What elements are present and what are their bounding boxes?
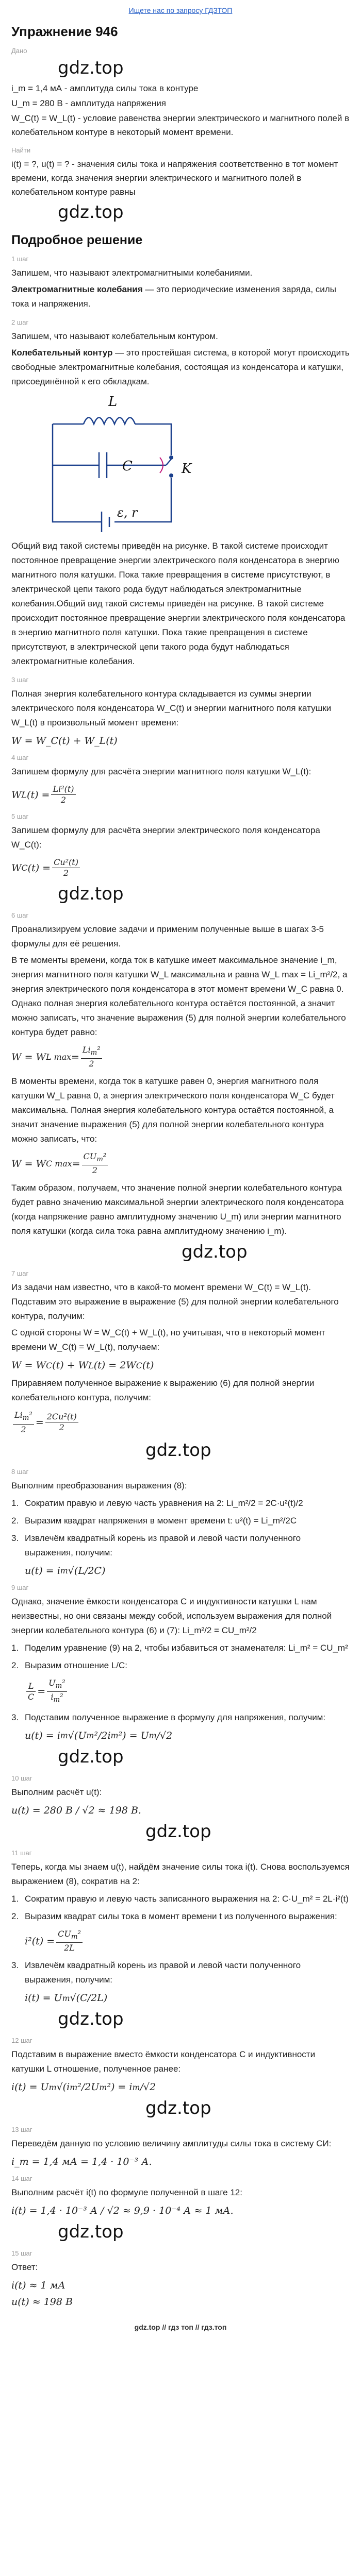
step5-text: Запишем формулу для расчёта энергии электрического поля конденсатора W_C(t): (11, 825, 320, 850)
watermark: gdz.top (58, 884, 124, 904)
switch-icon (166, 459, 171, 465)
switch-contact (169, 455, 173, 460)
list-item: 1. Сократим правую и левую часть уравнения на 2: Li_m²/2 = 2C·u²(t)/2 (11, 1498, 303, 1508)
label-dano: Дано (11, 47, 27, 55)
solution-title: Подробное решение (11, 233, 143, 247)
step7-c: Приравняем полученное выражение к выражению (6) для полной энергии колебательного контура, получим: (11, 1378, 315, 1403)
find-text: i(t) = ?, u(t) = ? - значения силы тока и напряжения соответственно в тот момент времени, когда значения энергии электрического и магнитного полей в колебательном контуре равны (11, 159, 338, 197)
step4-text: Запишем формулу для расчёта энергии магнитного поля катушки W_L(t): (11, 767, 311, 776)
label-step13: 13 шаг (11, 2126, 32, 2134)
step11-text: Теперь, когда мы знаем u(t), найдём значение силы тока i(t). Снова воспользуемся выражением (8), сократив на 2: (11, 1861, 350, 1886)
step2-def: — это простейшая система, в которой могут происходить свободные электромагнитные колебания, состоящая из конденсатора и катушки, присоединённой к его обкладкам. (11, 348, 350, 386)
label-step2: 2 шаг (11, 318, 29, 326)
step6-eq-b: W = W C max = $\frac{CU_m^2}{2}$ (11, 1151, 350, 1176)
circuit-diagram (42, 393, 350, 535)
label-step8: 8 шаг (11, 1467, 29, 1476)
answer-current: i(t) ≈ 1 мА (11, 2280, 65, 2292)
step1-definition (11, 282, 350, 311)
content (0, 24, 361, 2331)
step3-equation: W = W_C(t) + W_L(t) (11, 735, 118, 747)
label-L: L (108, 394, 118, 410)
watermark: gdz.top (58, 202, 124, 223)
watermark: gdz.top (145, 2098, 211, 2119)
watermark: gdz.top (182, 1242, 248, 1263)
label-step4: 4 шаг (11, 754, 29, 761)
given-im: i_m = 1,4 мА - амплитуда силы тока в контуре (11, 83, 199, 93)
step7-eq2: $\frac{Li_m^2}{2}$ = $\frac{\text{2Cu²(t)}}{2}$ (11, 1410, 350, 1434)
label-step1: 1 шаг (11, 255, 29, 263)
step2-text: Запишем, что называют колебательным контуром. (11, 331, 218, 341)
step9-eq1: $\frac{L}{C}$ = $\frac{U_m^2}{i_m^2}$ (11, 1678, 350, 1705)
step1-text: Запишем, что называют электромагнитными колебаниями. (11, 268, 253, 278)
list-item: 1. Поделим уравнение (9) на 2, чтобы избавиться от знаменателя: Li_m² = CU_m² (11, 1642, 348, 1653)
step2-definition (11, 346, 350, 389)
footer (11, 2323, 350, 2331)
wire (135, 424, 171, 455)
step7-text: Из задачи нам известно, что в какой-то момент времени W_C(t) = W_L(t). Подставим это выражение в выражение (5) для полной энергии колебательного контура, получим: (11, 1282, 339, 1321)
watermark: gdz.top (145, 1439, 211, 1461)
step6-text: Проанализируем условие задачи и применим полученные выше в шагах 3-5 формулы для её решения. (11, 924, 324, 948)
top-banner (0, 0, 361, 21)
wire (53, 424, 102, 522)
step13-eq: i_m = 1,4 мА = 1,4 · 10⁻³ А. (11, 2156, 152, 2168)
capacitor-icon (99, 452, 107, 478)
watermark: gdz.top (58, 2009, 124, 2030)
list-item: 2. Выразим квадрат силы тока в момент времени t из полученного выражения: (11, 1911, 337, 1921)
top-search-link[interactable]: Ищете нас по запросу ГДЗТОП (128, 6, 233, 14)
step2-paragraph: Общий вид такой системы приведён на рисунке. В такой системе происходит постоянное превращение энергии электрического поля конденсатора в энергию магнитного поля катушки. Пока такие превращения в системе присутствуют, в электрической цепи такого рода будут наблюдаться электромагнитные колебания.Общий вид такой системы приведён на рисунке. В такой системе происходит постоянное превращение энергии электрического поля конденсатора в энергию магнитного поля катушки. Пока такие превращения в системе присутствуют, в электрической цепи такого рода будут наблюдаться электромагнитные колебания. (11, 541, 346, 666)
watermark: gdz.top (145, 1821, 211, 1842)
label-step10: 10 шаг (11, 1774, 32, 1782)
step12-text: Подставим в выражение вместо ёмкости конденсатора C и индуктивности катушки L отношение, полученное ранее: (11, 2049, 316, 2074)
coil-icon (84, 418, 135, 425)
label-C: C (122, 459, 133, 474)
label-step3: 3 шаг (11, 676, 29, 684)
list-item: 2. Выразим квадрат напряжения в момент времени t: u²(t) = Li_m²/2C (11, 1515, 297, 1526)
label-step5: 5 шаг (11, 812, 29, 820)
list-item: 1. Сократим правую и левую часть записанного выражения на 2: C·U_m² = 2L·i²(t) (11, 1893, 349, 1904)
step11-eq2: i(t) = U m √(C/2L) (25, 1992, 108, 2004)
footer-text: gdz.top // гдз топ // гдз.топ (134, 2323, 227, 2332)
step1-def: — это периодические изменения заряда, силы тока и напряжения. (11, 284, 336, 309)
label-step7: 7 шаг (11, 1269, 29, 1278)
step7-b: С одной стороны W = W_C(t) + W_L(t), но учитывая, что в некоторый момент времени W_C(t) = W_L(t), получаем: (11, 1328, 325, 1352)
step14-text: Выполним расчёт i(t) по формуле полученной в шаге 12: (11, 2188, 242, 2198)
label-step9: 9 шаг (11, 1583, 29, 1591)
list-item: 3. Извлечём квадратный корень из правой и левой части полученного выражения, получим: (11, 1533, 301, 1557)
step4-equation: W L (t) = $\frac{\text{Li²(t)}}{2}$ (11, 784, 350, 805)
answer-voltage: u(t) ≈ 198 В (11, 2296, 73, 2308)
label-source: ε, r (117, 505, 138, 520)
step2-term: Колебательный контур (11, 348, 113, 358)
step6-a: В те моменты времени, когда ток в катушке имеет максимальное значение i_m, энергия магнитного поля катушки W_L максимальна и равна W_L max = Li_m²/2, а энергия электрического поля конденсатора в этот момент времени W_C равна 0. Однако полная энергия колебательного контура остаётся постоянной, а значит можно записать, что значение выражения (5) для полной энергии колебательного контура будет равно: (11, 955, 348, 1037)
step11-eq1: i²(t) = $\frac{CU_m^2}{2L}$ (11, 1929, 350, 1953)
circuit-svg (42, 393, 207, 532)
switch-contact (169, 473, 173, 478)
step5-equation: W C (t) = $\frac{\text{Cu²(t)}}{2}$ (11, 857, 350, 878)
step15-text: Ответ: (11, 2262, 38, 2273)
step13-text: Переведём данную по условию величину амплитуды силы тока в систему СИ: (11, 2139, 332, 2149)
step14-eq: i(t) = 1,4 · 10⁻³ А / √2 ≈ 9,9 · 10⁻⁴ А ≈ 1 мА. (11, 2205, 234, 2217)
watermark: gdz.top (58, 58, 124, 78)
label-naiti: Найти (11, 146, 31, 154)
step6-c: Таким образом, получаем, что значение полной энергии колебательного контура будет равно значению максимальной энергии электрического поля конденсатора (когда напряжение равно амплитудному значению U_m) или энергии магнитного поля катушки (когда сила тока равна амплитудному значению i_m). (11, 1183, 344, 1236)
list-item: 3. Подставим полученное выражение в формулу для напряжения, получим: (11, 1712, 326, 1722)
label-step15: 15 шаг (11, 2249, 32, 2258)
step12-eq: i(t) = U m √(i m ²/2U m ²) = i m /√2 (11, 2081, 156, 2093)
step8-text: Выполним преобразования выражения (8): (11, 1480, 187, 1490)
page-title: Упражнение 946 (11, 24, 118, 39)
step8-eq: u(t) = i m √(L/2C) (25, 1565, 106, 1577)
step7-eq: W = W C (t) + W L (t) = 2W C (t) (11, 1360, 154, 1371)
label-step11: 11 шаг (11, 1849, 32, 1857)
battery-icon (102, 512, 109, 532)
list-item: 3. Извлечём квадратный корень из правой и левой части полученного выражения, получим: (11, 1960, 301, 1985)
label-step6: 6 шаг (11, 911, 29, 919)
watermark: gdz.top (58, 1746, 124, 1767)
step10-eq: u(t) = 280 В / √2 ≈ 198 В. (11, 1804, 141, 1816)
step9-text: Однако, значение ёмкости конденсатора C и индуктивности катушки L нам неизвестны, но они связаны между собой, используем выражения для полной энергии колебательного контура (6) и (7): Li_m²/2 = CU_m²/2 (11, 1596, 332, 1635)
step10-text: Выполним расчёт u(t): (11, 1787, 102, 1797)
label-K: K (182, 461, 192, 477)
step3-text: Полная энергия колебательного контура складывается из суммы энергии электрического поля конденсатора W_C(t) и энергии магнитного поля катушки W_L(t) в произвольный момент времени: (11, 689, 332, 727)
watermark: gdz.top (58, 2222, 124, 2243)
label-step12: 12 шаг (11, 2037, 32, 2045)
step6-b: В моменты времени, когда ток в катушке равен 0, энергия магнитного поля катушки W_L равна 0, а энергия электрического поля конденсатора W_C будет максимальна. Полная энергия колебательного контура остаётся постоянной, а значит значение выражения (5) для полной энергии колебательного контура можно записать, что: (11, 1076, 335, 1144)
list-item: 2. Выразим отношение L/C: (11, 1660, 128, 1670)
step9-eq2: u(t) = i m √(U m ²/2i m ²) = U m /√2 (25, 1730, 173, 1741)
label-step14: 14 шаг (11, 2175, 32, 2183)
given-um: U_m = 280 В - амплитуда напряжения (11, 98, 167, 108)
step6-eq-a: W = W L max = $\frac{Li_m^2}{2}$ (11, 1045, 350, 1069)
given-condition: W_C(t) = W_L(t) - условие равенства энергии электрического и магнитного полей в колебательном контуре в некоторый момент времени. (11, 113, 350, 137)
step1-term: Электромагнитные колебания (11, 284, 143, 294)
